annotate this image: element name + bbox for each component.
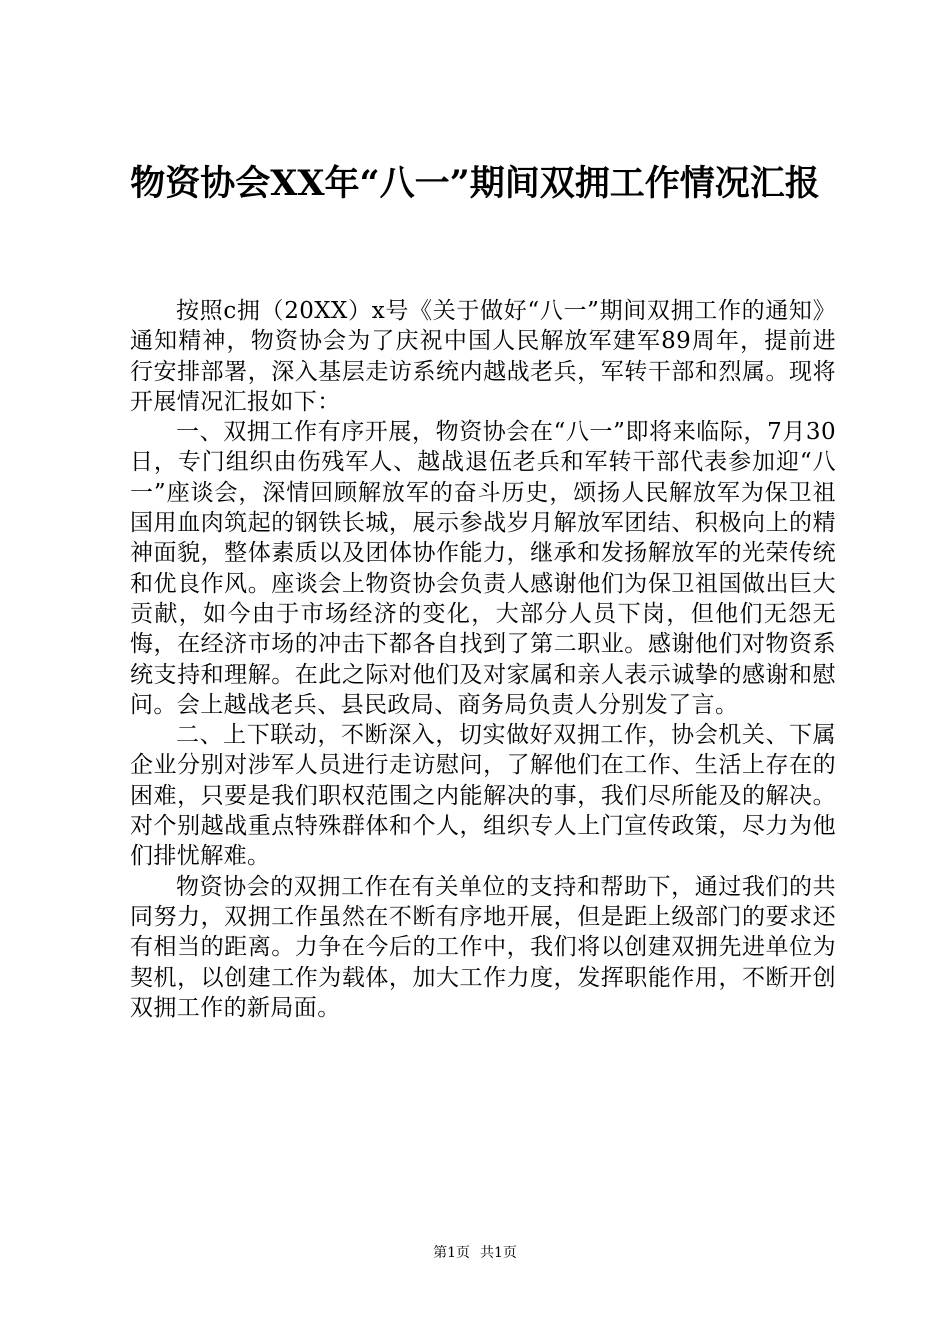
page-total: 共1页 <box>480 1245 517 1261</box>
document-body <box>130 296 836 1023</box>
paragraph-conclusion: 物资协会的双拥工作在有关单位的支持和帮助下，通过我们的共同努力，双拥工作虽然在不断有序地开展，但是距上级部门的要求还有相当的距离。力争在今后的工作中，我们将以创建双拥先进单位为契机，以创建工作为载体，加大工作力度，发挥职能作用，不断开创双拥工作的新局面。 <box>130 873 836 1021</box>
paragraph-section-2: 二、上下联动，不断深入，切实做好双拥工作，协会机关、下属企业分别对涉军人员进行走访慰问，了解他们在工作、生活上存在的困难，只要是我们职权范围之内能解决的事，我们尽所能及的解决。对个别越战重点特殊群体和个人，组织专人上门宣传政策，尽力为他们排忧解难。 <box>130 722 836 870</box>
page-footer <box>0 1244 950 1262</box>
page-number: 第1页 <box>433 1245 470 1261</box>
document-title: 物资协会XX年“八一”期间双拥工作情况汇报 <box>130 163 820 204</box>
paragraph-section-1: 一、双拥工作有序开展，物资协会在“八一”即将来临际，7月30日，专门组织由伤残军人、越战退伍老兵和军转干部代表参加迎“八一”座谈会，深情回顾解放军的奋斗历史，颂扬人民解放军为保卫祖国用血肉筑起的钢铁长城，展示参战岁月解放军团结、积极向上的精神面貌，整体素质以及团体协作能力，继承和发扬解放军的光荣传统和优良作风。座谈会上物资协会负责人感谢他们为保卫祖国做出巨大贡献，如今由于市场经济的变化，大部分人员下岗，但他们无怨无悔，在经济市场的冲击下都各自找到了第二职业。感谢他们对物资系统支持和理解。在此之际对他们及对家属和亲人表示诚挚的感谢和慰问。会上越战老兵、县民政局、商务局负责人分别发了言。 <box>130 419 836 718</box>
paragraph-intro: 按照c拥（20XX）x号《关于做好“八一”期间双拥工作的通知》通知精神，物资协会为了庆祝中国人民解放军建军89周年，提前进行安排部署，深入基层走访系统内越战老兵，军转干部和烈属。现将开展情况汇报如下： <box>130 298 836 415</box>
